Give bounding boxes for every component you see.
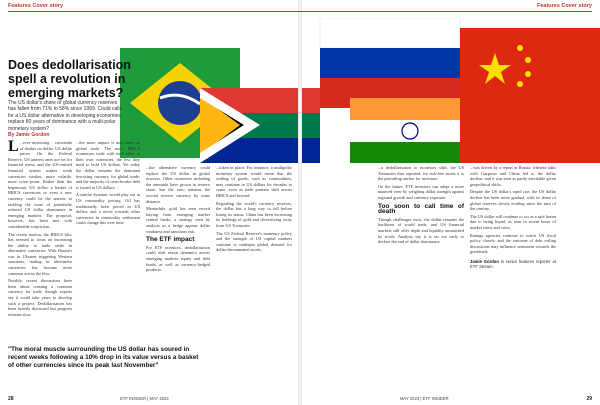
author-note [470,259,556,270]
page-number: 28 [8,396,14,402]
article-column-2 [76,140,140,340]
column-text: ...the more impact it may have on global trade. The more BRICS economies trade with each other in their own currencies, the less they need to hold US dollars. Yet today the dollar remains the dominant invoicing currency for global trade, and the majority of cross-border debt is issued in US dollars. [76,140,140,190]
column-text: Despite the US dollar's rapid rise, the US dollar decline has been more gradual, with its share of global reserves slowly eroding since the turn of the century. [470,189,556,212]
headline: Does dedollarisation spell a revolution in emerging markets? [8,58,131,100]
column-text: ...was driven by a report in Russia, wherein talks with Gazprom and China led to the dollar decline, and it was seen as partly inevitable given geopolitical shifts. [470,165,556,187]
article-column-6 [470,165,556,390]
author-name: Jamie Gordon [470,258,499,264]
article-column-1 [8,140,72,340]
column-text: Though challenges exist, the dollar remains the backbone of world trade, and US financial markets still offer depth and liquidity unmatched by rivals. Analysts say it is far too early to declare the end of dollar dominance. [378,216,464,245]
section-rule [8,11,300,12]
page-footer: ETF INSIDER | MAY 2023 [120,396,169,401]
drop-cap: L [8,140,19,155]
column-text: Ratings agencies continue to watch US fiscal policy closely, and the outcome of debt ceiling discussions may influence sentiment towards the greenback. [470,232,556,255]
column-text: Notably, recent discussions have been about creating a common currency for trade, though experts say it could take years to develop such a project. Dedollarisation has been heavily discussed but progress remains slow. [8,278,72,317]
column-text: ...ever-increasing crescendo of doubts on dollar. US dollar prices. On the Federal Reserve, US interest rates are set for financial stress, and the US-centred financial system makes weak currencies weaker, more volatile, more crisis-prone. Rather than the hegemonic US dollar, a basket of BRICS currencies or even a new currency could be the answer to tackling the issue of potentially reduced US dollar dominance in emerging markets. The proposal, however, has been met with considerable scepticism... [8,140,72,229]
author-description: is senior features reporter at ETF Stream [470,258,556,270]
section-label: Features Cover story [536,3,592,9]
section-rule [300,11,592,12]
column-text: The recent motion, the BRICS bloc has seemed to focus on increasing the ability to trade settle in alternative currencies. With Russia's war in Ukraine triggering Western sanctions, trading in alternative currencies has become more common across the bloc. [8,231,72,276]
column-text: ...the alternative currency could replace the US dollar in global reserves. Other currencies including the renminbi have grown in reserve share, but the euro remains the second reserve currency by some distance. [146,165,210,204]
pull-quote: "The moral muscle surrounding the US dollar has soured in recent weeks following a 10% drop in its value versus a basket of other currencies since its peak last November" [8,346,199,369]
article-column-4 [216,165,292,395]
column-text: Regarding the world's currency reserves, the dollar has a long way to fall before losing its status. China has been increasing its holdings of gold and diversifying away from US Treasuries. [216,200,292,228]
standfirst: The US dollar's share of global currency reserves has fallen from 71% to 58% since 1999. Could calls for a US dollar alternative in developing economies replace 80 years of dominance with a multi-polar monetary system? [8,100,122,132]
column-text: Meanwhile, gold has seen record buying from emerging market central banks, a strategy seen by analysts as a hedge against dollar weakness and sanctions risk. [146,206,210,234]
column-text: A similar dynamic would play out in US commodity pricing. Oil has traditionally been priced in US dollars and a move towards other currencies in commodity settlement could change this over time. [76,192,140,226]
column-text: The US Federal Reserve's monetary policy and the strength of US capital markets continue to underpin global demand for dollar-denominated assets. [216,230,292,253]
column-text: The US dollar will continue to act as a safe haven due to being liquid, as seen in recent bouts of market stress and crisis. [470,213,556,230]
column-text: On the future, ETF investors can adopt a more nuanced view by weighing dollar strength against regional growth and currency exposure. [378,183,464,200]
byline: By Jamie Gordon [8,132,50,138]
article-column-5 [378,165,464,395]
page-footer: MAY 2023 | ETF INSIDER [400,396,449,401]
subhead-etf-impact: The ETF impact [146,236,195,244]
subhead-too-soon: Too soon to call time of death [378,202,464,216]
right-page [300,0,600,405]
page-number: 29 [586,396,592,402]
column-text: For ETF investors, dedollarisation could shift return dynamics across emerging markets equity and debt funds, as well as currency-hedged products. [146,244,210,273]
column-text: ...token in place. For instance, a multipolar monetary system would mean that the settling of goods, such as commodities, may continue in US dollars for decades to come, even as trade patterns shift across BRICS and beyond. [216,165,292,198]
column-text: ...a dedollarisation to monetary shift, the US Treasuries thus reported, for risk-free assets it is the prevailing anchor for investors. [378,165,464,182]
section-label: Features Cover story [8,3,64,9]
